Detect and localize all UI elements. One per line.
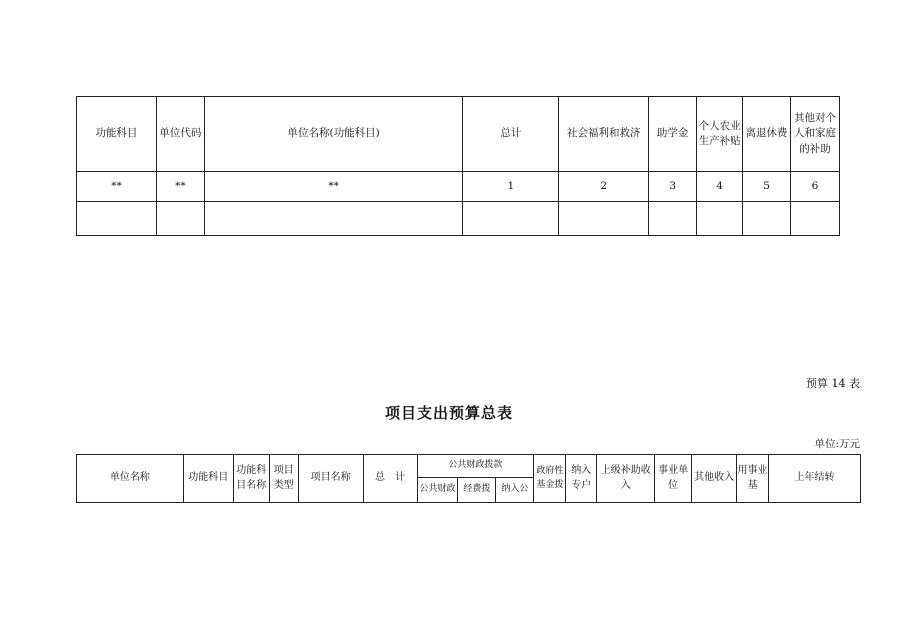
carryover-header: 上年结转 bbox=[769, 455, 861, 503]
empty-cell bbox=[791, 202, 840, 236]
public-finance-sub-header: 经费拨 bbox=[458, 478, 496, 503]
empty-cell bbox=[156, 202, 204, 236]
code-cell: ** bbox=[156, 172, 204, 202]
code-cell: ** bbox=[77, 172, 157, 202]
empty-cell bbox=[77, 202, 157, 236]
project-expenditure-table bbox=[76, 454, 861, 503]
public-finance-sub-header: 公共财政 bbox=[417, 478, 458, 503]
code-cell: 4 bbox=[697, 172, 743, 202]
public-finance-sub-header: 纳入公 bbox=[496, 478, 534, 503]
empty-cell bbox=[649, 202, 697, 236]
unit-label: 单位:万元 bbox=[814, 438, 860, 450]
header-cell: 功能科目 bbox=[77, 97, 157, 172]
page-title: 项目支出预算总表 bbox=[384, 404, 513, 422]
header-cell: 社会福利和救济 bbox=[559, 97, 649, 172]
unit-name-header: 单位名称 bbox=[77, 455, 184, 503]
func-subject-header: 功能科目 bbox=[183, 455, 233, 503]
special-account-header: 纳入专户 bbox=[566, 455, 597, 503]
header-cell: 单位代码 bbox=[156, 97, 204, 172]
other-income-header: 其他收入 bbox=[692, 455, 737, 503]
empty-cell bbox=[743, 202, 791, 236]
empty-cell bbox=[559, 202, 649, 236]
header-cell: 个人农业生产补贴 bbox=[697, 97, 743, 172]
total-header: 总 计 bbox=[363, 455, 417, 503]
project-name-header: 项目名称 bbox=[298, 455, 363, 503]
header-cell: 其他对个人和家庭的补助 bbox=[791, 97, 840, 172]
header-cell: 总计 bbox=[463, 97, 559, 172]
code-cell: ** bbox=[204, 172, 463, 202]
header-cell: 单位名称(功能科目) bbox=[204, 97, 463, 172]
public-finance-header: 公共财政拨款 bbox=[417, 455, 534, 478]
header-cell: 助学金 bbox=[649, 97, 697, 172]
table1-code-row bbox=[77, 172, 840, 202]
empty-cell bbox=[463, 202, 559, 236]
career-fund-header: 用事业基 bbox=[737, 455, 769, 503]
table1-empty-row bbox=[77, 202, 840, 236]
header-cell: 离退休费 bbox=[743, 97, 791, 172]
table2-header-row bbox=[77, 455, 861, 478]
code-cell: 5 bbox=[743, 172, 791, 202]
empty-cell bbox=[697, 202, 743, 236]
code-cell: 1 bbox=[463, 172, 559, 202]
func-subject-name-header: 功能科目名称 bbox=[233, 455, 269, 503]
social-security-expenditure-table bbox=[76, 96, 840, 236]
gov-fund-header: 政府性基金拨 bbox=[534, 455, 566, 503]
form-number: 预算 14 表 bbox=[806, 377, 860, 390]
career-unit-header: 事业单位 bbox=[655, 455, 692, 503]
superior-subsidy-header: 上级补助收入 bbox=[597, 455, 655, 503]
code-cell: 3 bbox=[649, 172, 697, 202]
code-cell: 6 bbox=[791, 172, 840, 202]
project-type-header: 项目类型 bbox=[269, 455, 298, 503]
code-cell: 2 bbox=[559, 172, 649, 202]
empty-cell bbox=[204, 202, 463, 236]
table1-header-row bbox=[77, 97, 840, 172]
